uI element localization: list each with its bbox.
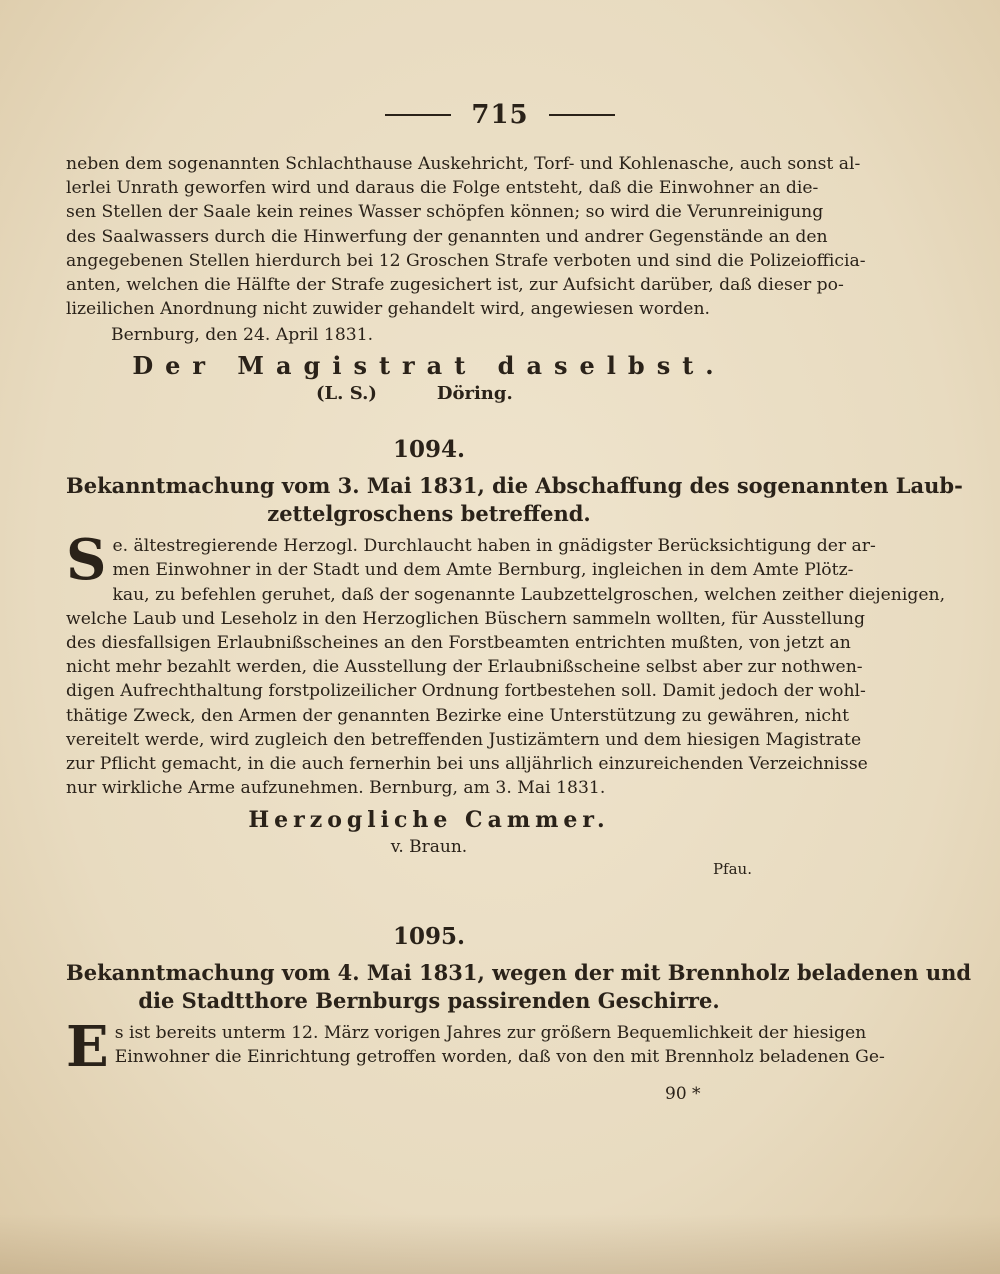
page-content (66, 152, 972, 1081)
intro-paragraph (66, 152, 866, 321)
signer-name: Döring. (436, 382, 513, 404)
signature-row (66, 382, 792, 406)
page-header (0, 100, 1000, 130)
heading-line: die Stadtthore Bernburgs passirenden Geschirre. (138, 988, 720, 1014)
text-line: welche Laub und Leseholz in den Herzoglichen Büschern sammeln wollten, für Ausstellung (66, 608, 866, 629)
heading-line: Bekanntmachung vom 4. Mai 1831, wegen der mit Brennholz beladenen und (66, 960, 972, 986)
dateline: Bernburg, den 24. April 1831. (111, 325, 374, 346)
text-line: neben dem sogenannten Schlachthause Auskehricht, Torf- und Kohlenasche, auch sonst al- (66, 154, 861, 174)
seal-mark: (L. S.) (316, 382, 377, 404)
text-line: sen Stellen der Saale kein reines Wasser schöpfen können; so wird die Verunreinigung (66, 202, 824, 223)
text-line: des diesfallsigen Erlaubnißscheines an den Forstbeamten entrichten mußten, von jetzt an (66, 633, 851, 654)
heading-line: Bekanntmachung vom 3. Mai 1831, die Abschaffung des sogenannten Laub- (66, 473, 963, 499)
section-number-1094: 1094. (392, 436, 466, 464)
text-line: angegebenen Stellen hierdurch bei 12 Groschen Strafe verboten und sind die Polizeiofficia- (66, 250, 866, 271)
drop-cap: S (66, 527, 107, 594)
page-number: 715 (471, 100, 529, 130)
section-number-1095: 1095. (392, 923, 466, 951)
section-body-1094 (66, 527, 946, 800)
section-heading-1095 (66, 959, 972, 1015)
text-line: men Einwohner in der Stadt und dem Amte Bernburg, ingleichen in dem Amte Plötz- (112, 560, 854, 581)
signature-title: Der Magistrat daselbst. (132, 350, 726, 380)
text-line: lizeilichen Anordnung nicht zuwider gehandelt wird, angewiesen worden. (66, 299, 710, 320)
drop-cap: E (66, 1014, 109, 1081)
text-line: digen Aufrechthaltung forstpolizeilicher Ordnung fortbestehen soll. Damit jedoch der wohl- (66, 681, 866, 702)
signature-mark: 90 * (665, 1084, 701, 1104)
signer-name: v. Braun. (390, 836, 468, 857)
text-line: lerlei Unrath geworfen wird und daraus die Folge entsteht, daß die Einwohner an die- (66, 178, 819, 199)
header-rule-right (549, 114, 615, 116)
text-line: kau, zu befehlen geruhet, daß der sogenannte Laubzettelgroschen, welchen zeither diejenigen, (112, 584, 946, 605)
text-line: s ist bereits unterm 12. März vorigen Jahres zur größern Bequemlichkeit der hiesigen (114, 1023, 867, 1044)
page-edge-shading (0, 1214, 1000, 1274)
text-line: des Saalwassers durch die Hinwerfung der genannten und andrer Gegenstände an den (66, 226, 828, 247)
heading-line: zettelgroschens betreffend. (267, 501, 591, 527)
section-heading-1094 (66, 472, 963, 528)
text-line: Einwohner die Einrichtung getroffen worden, daß von den mit Brennholz beladenen Ge- (114, 1047, 885, 1068)
text-line: zur Pflicht gemacht, in die auch fernerhin bei uns alljährlich einzureichenden Verzeichnisse (66, 754, 868, 775)
text-line: thätige Zweck, den Armen der genannten Bezirke eine Unterstützung zu gewähren, nicht (66, 705, 850, 726)
section-body-1095 (66, 1014, 885, 1081)
countersign-name: Pfau. (712, 859, 752, 878)
text-line: e. ältestregierende Herzogl. Durchlaucht haben in gnädigster Berücksichtigung der ar- (112, 536, 876, 557)
text-line: anten, welchen die Hälfte der Strafe zugesichert ist, zur Aufsicht darüber, daß dieser po- (66, 275, 844, 296)
header-rule-left (385, 114, 451, 116)
text-line: nicht mehr bezahlt werden, die Ausstellung der Erlaubnißscheine selbst aber zur nothwen- (66, 657, 863, 678)
text-line: nur wirkliche Arme aufzunehmen. Bernburg, am 3. Mai 1831. (66, 778, 606, 799)
text-line: vereitelt werde, wird zugleich den betreffenden Justizämtern und dem hiesigen Magistrate (66, 729, 862, 750)
signature-title: Herzogliche Cammer. (248, 807, 610, 834)
